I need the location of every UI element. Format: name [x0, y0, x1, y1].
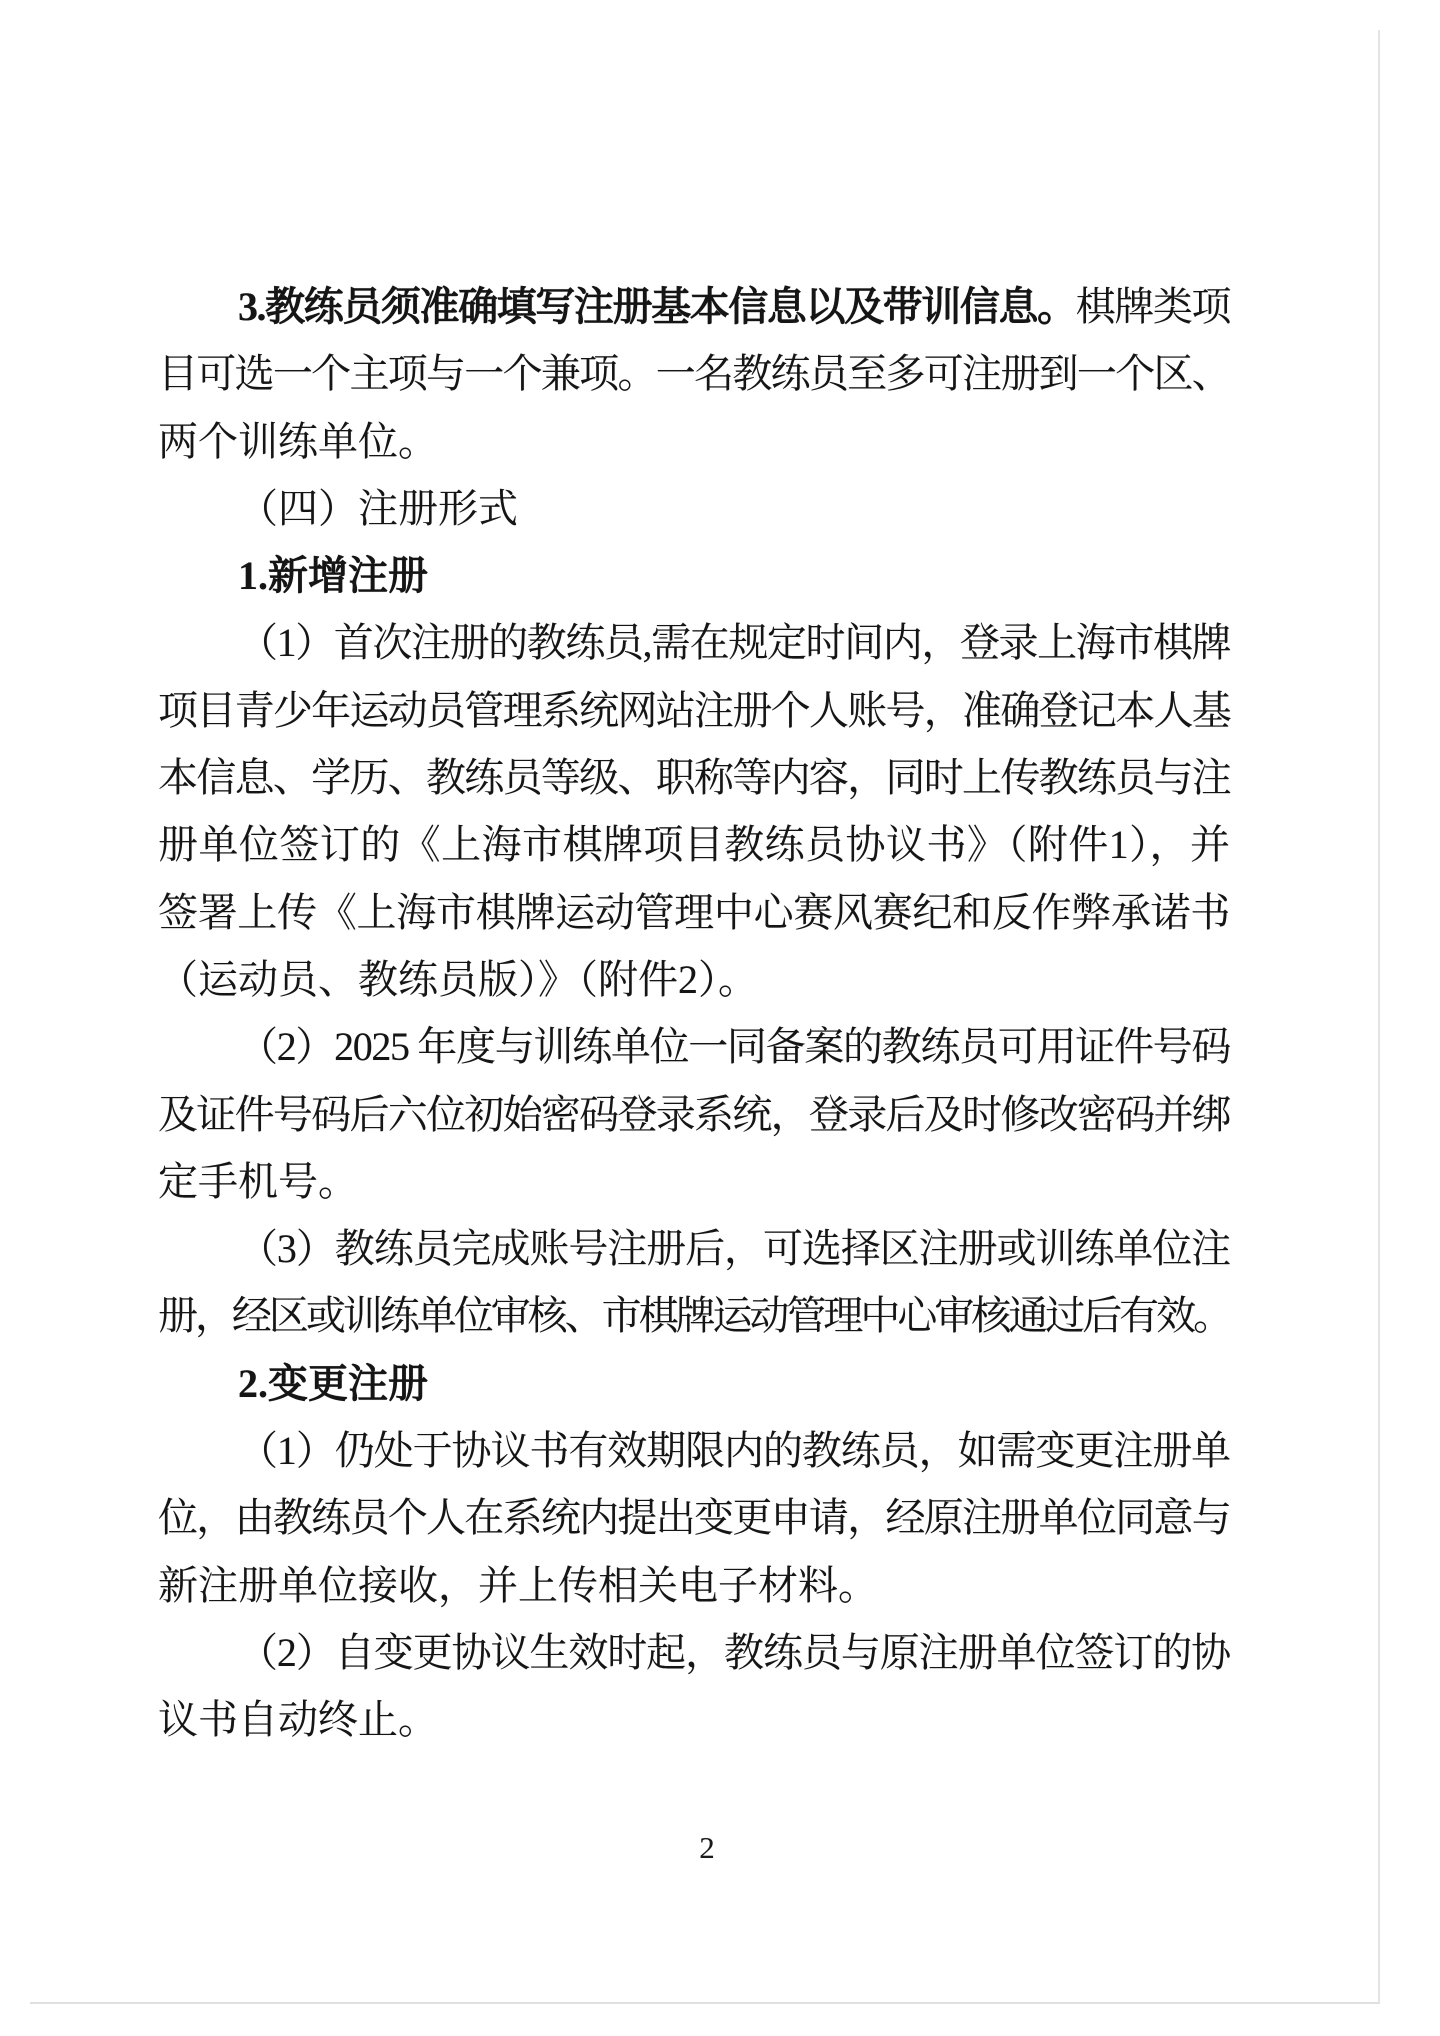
text-line: [158, 879, 1230, 946]
text-run: （3）教练员完成账号注册后，可选择区注册或训练单位注: [238, 1226, 1230, 1272]
text-line: [158, 1148, 1230, 1215]
text-run: 及证件号码后六位初始密码登录系统，登录后及时修改密码并绑: [158, 1091, 1230, 1137]
text-run: 册单位签订的《上海市棋牌项目教练员协议书》（附件1），并: [158, 822, 1230, 868]
text-line: [158, 744, 1230, 811]
text-line: [158, 1013, 1230, 1080]
text-line: [158, 1552, 1230, 1619]
text-line: [158, 1282, 1230, 1349]
text-line: [158, 609, 1230, 676]
text-line: [158, 1417, 1230, 1484]
text-line: [158, 340, 1230, 407]
text-line: [158, 408, 1230, 475]
document-body: [158, 273, 1230, 1754]
text-run: （1）仍处于协议书有效期限内的教练员，如需变更注册单: [238, 1428, 1230, 1474]
text-line: [158, 475, 1230, 542]
scan-edge-bottom: [30, 2002, 1380, 2004]
text-run: 两个训练单位。: [158, 418, 438, 464]
text-run: 项目青少年运动员管理系统网站注册个人账号，准确登记本人基: [158, 687, 1230, 733]
text-run-bold: 2.变更注册: [238, 1360, 428, 1406]
text-line: [158, 811, 1230, 878]
text-line: [158, 542, 1230, 609]
text-line: [158, 946, 1230, 1013]
text-line: [158, 1350, 1230, 1417]
text-run: 议书自动终止。: [158, 1697, 438, 1743]
text-run: 位，由教练员个人在系统内提出变更申请，经原注册单位同意与: [158, 1495, 1230, 1541]
page-number: 2: [699, 1830, 715, 1865]
text-run: （2）自变更协议生效时起，教练员与原注册单位签订的协: [238, 1629, 1230, 1675]
text-line: [158, 1215, 1230, 1282]
text-run: （四）注册形式: [238, 485, 518, 531]
text-run: 棋牌类项: [1075, 284, 1230, 329]
text-run: 签署上传《上海市棋牌运动管理中心赛风赛纪和反作弊承诺书: [158, 889, 1230, 935]
text-line: [158, 1686, 1230, 1753]
text-run-bold: 1.新增注册: [238, 553, 428, 599]
text-line: [158, 1484, 1230, 1551]
scan-edge-right: [1378, 30, 1380, 2003]
text-line: [158, 273, 1230, 340]
text-run: 目可选一个主项与一个兼项。一名教练员至多可注册到一个区、: [158, 351, 1230, 397]
text-line: [158, 1619, 1230, 1686]
text-run: （运动员、教练员版）》（附件2）。: [158, 956, 758, 1002]
text-run: 册，经区或训练单位审核、市棋牌运动管理中心审核通过后有效。: [158, 1293, 1230, 1339]
text-line: [158, 1081, 1230, 1148]
text-run: 新注册单位接收，并上传相关电子材料。: [158, 1562, 878, 1608]
text-run: 本信息、学历、教练员等级、职称等内容，同时上传教练员与注: [158, 755, 1230, 801]
text-run: 定手机号。: [158, 1158, 358, 1204]
text-run-bold: 3.教练员须准确填写注册基本信息以及带训信息。: [238, 284, 1076, 329]
text-run: （1）首次注册的教练员,需在规定时间内，登录上海市棋牌: [238, 620, 1230, 666]
text-line: [158, 677, 1230, 744]
text-run: （2）2025 年度与训练单位一同备案的教练员可用证件号码: [238, 1024, 1230, 1070]
